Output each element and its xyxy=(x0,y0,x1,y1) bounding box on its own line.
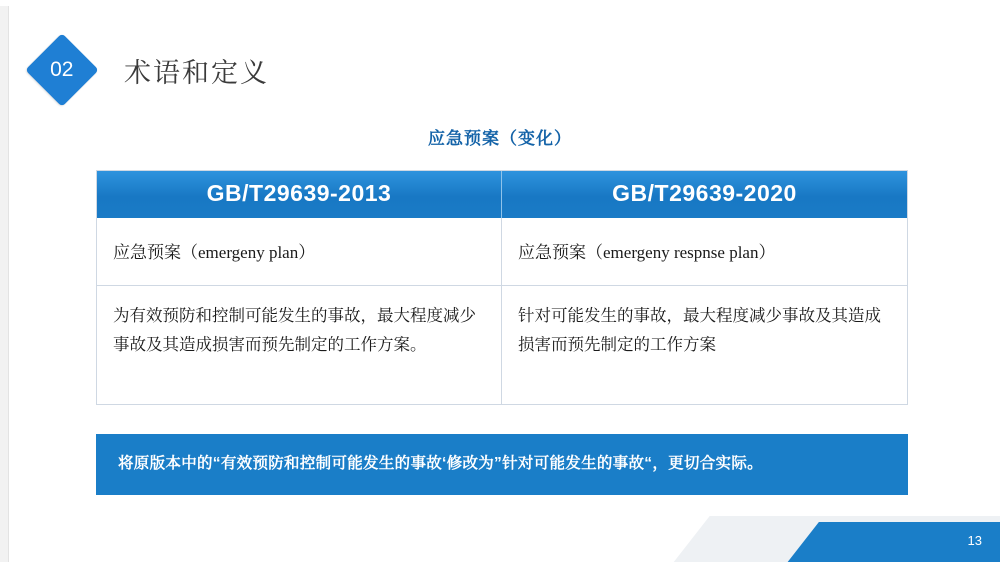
left-edge-strip xyxy=(0,0,9,562)
comparison-table xyxy=(96,170,908,405)
table-header-cell-2013: GB/T29639-2013 xyxy=(97,171,502,218)
table-row xyxy=(97,286,907,404)
section-number-badge xyxy=(25,33,99,107)
section-number-label: 02 xyxy=(50,57,74,81)
definition-cell-2013: 为有效预防和控制可能发生的事故，最大程度减少事故及其造成损害而预先制定的工作方案。 xyxy=(97,286,502,404)
change-note-banner: 将原版本中的“有效预防和控制可能发生的事故‘修改为”针对可能发生的事故“，更切合实际。 xyxy=(96,434,908,495)
page-title: 术语和定义 xyxy=(124,57,269,88)
term-cell-2020: 应急预案（emergeny respnse plan） xyxy=(502,218,907,286)
table-header-cell-2020: GB/T29639-2020 xyxy=(502,171,907,218)
slide-header xyxy=(36,44,269,96)
definition-cell-2020: 针对可能发生的事故，最大程度减少事故及其造成损害而预先制定的工作方案 xyxy=(518,306,881,354)
corner-decoration xyxy=(670,500,1000,562)
page-number: 13 xyxy=(967,533,982,548)
table-row xyxy=(97,218,907,286)
table-header-row xyxy=(97,171,907,218)
top-edge-strip xyxy=(0,0,1000,6)
term-cell-2013: 应急预案（emergeny plan） xyxy=(97,218,502,286)
section-subtitle: 应急预案（变化） xyxy=(428,129,572,148)
